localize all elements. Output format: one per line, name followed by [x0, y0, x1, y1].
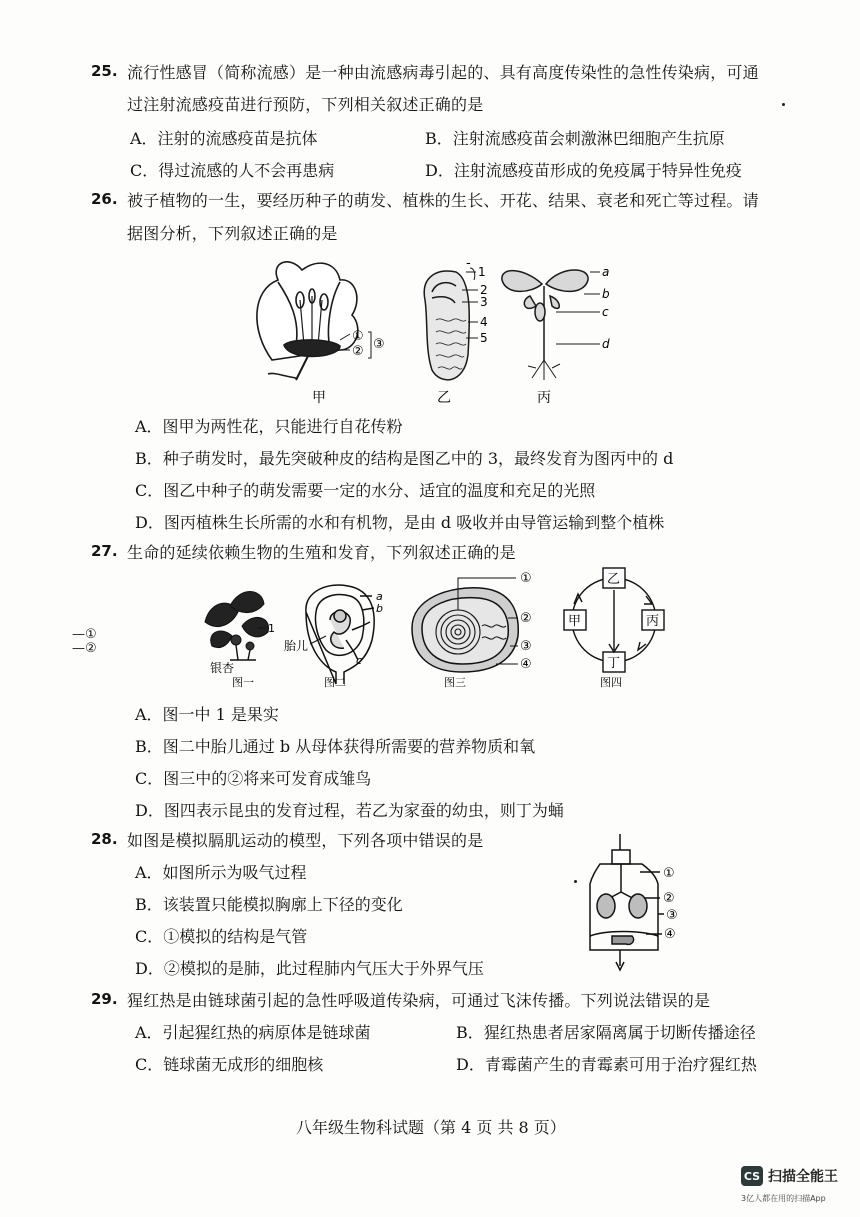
question-29-option-b: B．猩红热患者居家隔离属于切断传播途径	[456, 1023, 756, 1042]
question-26-number: 26.	[91, 190, 118, 208]
seed-label-5: 5	[480, 331, 488, 345]
seed-label-2: 2	[480, 283, 488, 297]
fig-4-caption: 图四	[600, 676, 622, 689]
egg-label-2: ②	[520, 611, 532, 626]
question-25-number: 25.	[91, 62, 118, 80]
fig-2-caption: 图二	[324, 676, 346, 689]
question-26-option-d: D．图丙植株生长所需的水和有机物，是由 d 吸收并由导管运输到整个植株	[135, 513, 665, 532]
question-28-option-d: D．②模拟的是肺，此过程肺内气压大于外界气压	[135, 959, 484, 978]
cycle-jia: 甲	[568, 614, 582, 629]
question-27-stem-line-1: 生命的延续依赖生物的生殖和发育，下列叙述正确的是	[127, 543, 516, 562]
cycle-yi: 乙	[607, 572, 621, 587]
question-27-number: 27.	[91, 542, 118, 560]
uterus-label-c: c	[356, 654, 363, 667]
flower-label-1: ①	[352, 329, 364, 344]
question-25-option-d: D．注射流感疫苗形成的免疫属于特异性免疫	[425, 161, 742, 180]
camscanner-logo-icon: CS	[741, 1166, 763, 1186]
figure-bing-caption: 丙	[537, 390, 551, 406]
seedling-label-a: a	[602, 265, 610, 279]
flower-label-3: ③	[373, 337, 385, 352]
question-26-option-b: B．种子萌发时，最先突破种皮的结构是图乙中的 3，最终发育为图丙中的 d	[135, 449, 674, 468]
cycle-ding: 丁	[607, 656, 621, 671]
question-26-option-a: A．图甲为两性花，只能进行自花传粉	[135, 417, 403, 436]
uterus-label-b: b	[376, 602, 383, 615]
question-29-stem-line-1: 猩红热是由链球菌引起的急性呼吸道传染病，可通过飞沫传播。下列说法错误的是	[127, 991, 711, 1010]
egg-label-3: ③	[520, 639, 532, 654]
seed-label-1: 1	[478, 265, 486, 279]
fig-3-caption: 图三	[444, 676, 466, 689]
question-27-option-c: C．图三中的②将来可发育成雏鸟	[135, 769, 372, 788]
question-27-option-b: B．图二中胎儿通过 b 从母体获得所需要的营养物质和氧	[135, 737, 536, 756]
question-26-stem-line-2: 据图分析，下列叙述正确的是	[127, 224, 338, 243]
seed-label-3: 3	[480, 295, 488, 309]
model-label-3: ③	[666, 908, 678, 923]
fig-1-caption: 图一	[232, 676, 254, 689]
question-27-option-d: D．图四表示昆虫的发育过程，若乙为家蚕的幼虫，则丁为蛹	[135, 801, 564, 820]
watermark-tagline: 3亿人都在用的扫描App	[741, 1194, 826, 1203]
question-29-option-d: D．青霉菌产生的青霉素可用于治疗猩红热	[456, 1055, 757, 1074]
egg-label-4: ④	[520, 657, 532, 672]
question-25-stem-line-2: 过注射流感疫苗进行预防，下列相关叙述正确的是	[127, 95, 484, 114]
cycle-bing: 丙	[646, 614, 660, 629]
question-25-stem-line-1: 流行性感冒（简称流感）是一种由流感病毒引起的、具有高度传染性的急性传染病，可通	[127, 63, 759, 82]
margin-mark-2: —②	[72, 641, 97, 656]
fetus-label: 胎儿	[284, 639, 309, 653]
page-footer: 八年级生物科试题（第 4 页 共 8 页）	[296, 1118, 566, 1137]
question-26-option-c: C．图乙中种子的萌发需要一定的水分、适宜的温度和充足的光照	[135, 481, 596, 500]
seedling-label-c: c	[602, 305, 609, 319]
bell-jar-model	[590, 834, 664, 970]
question-28-option-b: B．该装置只能模拟胸廓上下径的变化	[135, 895, 403, 914]
margin-mark-1: —①	[72, 627, 97, 642]
seedling-label-d: d	[602, 337, 610, 351]
question-25-option-a: A．注射的流感疫苗是抗体	[130, 129, 318, 148]
question-29-number: 29.	[91, 990, 118, 1008]
seed-label-4: 4	[480, 315, 488, 329]
watermark-name: 扫描全能王	[768, 1169, 838, 1185]
model-label-2: ②	[663, 891, 675, 906]
ginkgo-label-1: 1	[268, 622, 275, 635]
figure-jia-caption: 甲	[312, 390, 326, 406]
question-28-number: 28.	[91, 830, 118, 848]
ginkgo-name: 银杏	[210, 661, 235, 675]
seedling-label-b: b	[602, 287, 610, 301]
uterus-label-a: a	[376, 590, 383, 603]
question-29-option-a: A．引起猩红热的病原体是链球菌	[135, 1023, 371, 1042]
question-28-stem-line-1: 如图是模拟膈肌运动的模型，下列各项中错误的是	[127, 831, 484, 850]
question-28-option-c: C．①模拟的结构是气管	[135, 927, 308, 946]
question-28-option-a: A．如图所示为吸气过程	[135, 863, 307, 882]
model-label-1: ①	[663, 866, 675, 881]
figure-yi-caption: 乙	[437, 390, 451, 406]
model-label-4: ④	[664, 927, 676, 942]
seed-number-1-prefix: -	[466, 256, 471, 271]
question-29-option-c: C．链球菌无成形的细胞核	[135, 1055, 324, 1074]
flower-label-2: ②	[352, 344, 364, 359]
egg-label-1: ①	[520, 571, 532, 586]
question-27-option-a: A．图一中 1 是果实	[135, 705, 279, 724]
question-26-stem-line-1: 被子植物的一生，要经历种子的萌发、植株的生长、开花、结果、衰老和死亡等过程。请	[127, 191, 759, 210]
question-25-option-c: C．得过流感的人不会再患病	[130, 161, 335, 180]
question-25-option-b: B．注射流感疫苗会刺激淋巴细胞产生抗原	[425, 129, 725, 148]
